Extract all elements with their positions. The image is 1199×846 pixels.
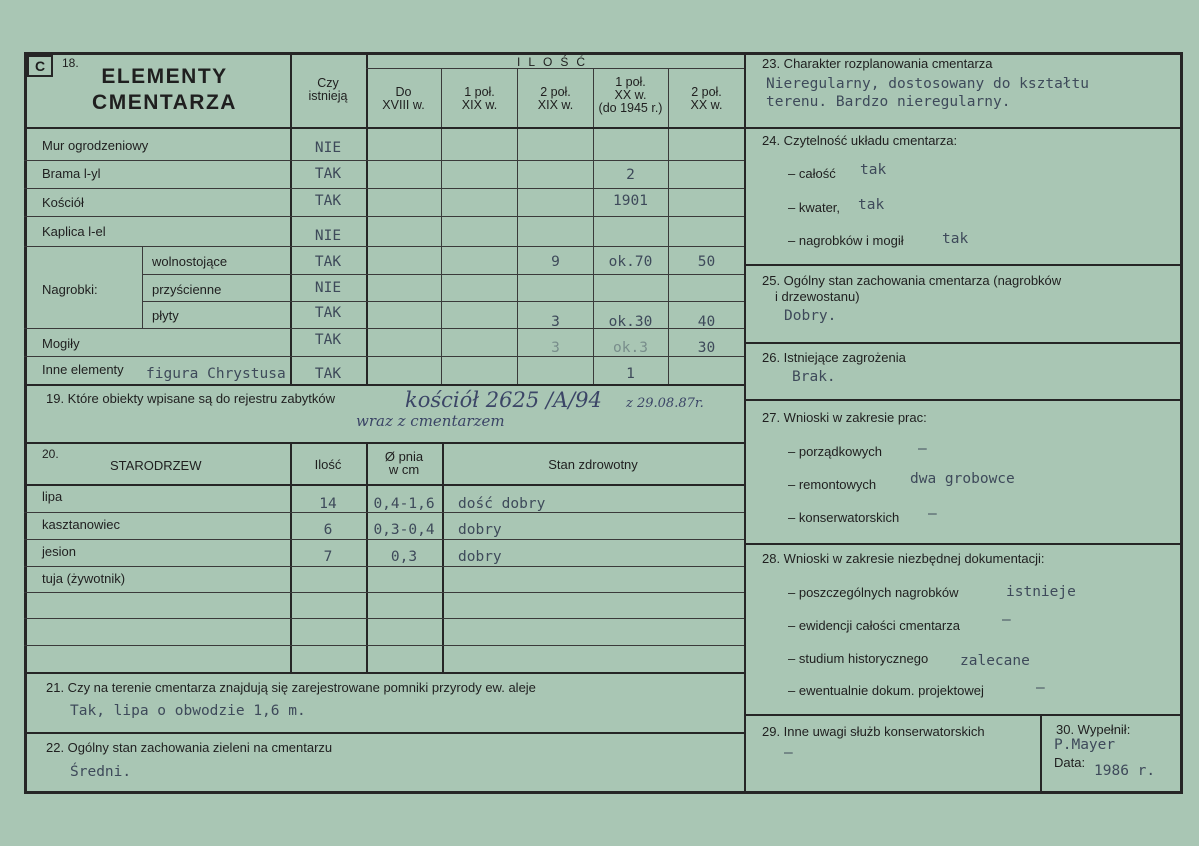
s19-handwriting-main: kościół 2625 /A/94	[405, 388, 602, 412]
s27-item-2: – konserwatorskich	[788, 510, 900, 525]
qty-wolno-2pol-xx: 50	[697, 254, 716, 270]
section-30-filled-by: P.Mayer	[1054, 737, 1116, 753]
col-2pol-xix: 2 poł. XIX w.	[537, 85, 574, 112]
section-21-label: 21. Czy na terenie cmentarza znajdują się zarejestrowane pomniki przyrody ew. aleje	[46, 680, 536, 695]
section-19-label: 19. Które obiekty wpisane są do rejestru zabytków	[46, 391, 336, 406]
s27-item-1: – remontowych	[788, 477, 877, 492]
qty-plyty-2pol-xix: 3	[551, 314, 560, 330]
title-line-1: ELEMENTY	[101, 65, 228, 88]
s24-value-2: tak	[942, 231, 969, 247]
section-23-answer-1: Nieregularny, dostosowany do kształtu	[766, 76, 1090, 92]
section-29-answer: –	[784, 745, 793, 761]
s28-item-2: – studium historycznego	[788, 651, 929, 666]
tree-label-1: kasztanowiec	[42, 517, 121, 532]
row-label-wolnostojace: wolnostojące	[152, 254, 228, 269]
s24-value-0: tak	[860, 162, 887, 178]
tree-diam-2: 0,3	[390, 549, 418, 565]
tree-diam-1: 0,3-0,4	[373, 522, 435, 538]
s27-value-0: –	[918, 441, 927, 457]
col-2pol-xx: 2 poł. XX w.	[690, 85, 723, 112]
row-label-mogily: Mogiły	[42, 336, 80, 351]
tree-label-2: jesion	[42, 544, 76, 559]
col-do-xviii: Do XVIII w.	[382, 85, 425, 112]
exists-przyscienne: NIE	[314, 280, 342, 296]
row-label-kosciol: Kościół	[42, 195, 84, 210]
section-23-answer-2: terenu. Bardzo nieregularny.	[766, 94, 1011, 110]
row-label-nagrobki: Nagrobki:	[42, 282, 98, 297]
section-number-18: 18.	[62, 56, 79, 70]
exists-mur: NIE	[314, 140, 342, 156]
tree-health-0: dość dobry	[458, 496, 546, 512]
s24-item-1: – kwater,	[788, 200, 841, 215]
row-label-kaplica: Kaplica l-el	[42, 224, 106, 239]
s28-item-1: – ewidencji całości cmentarza	[788, 618, 960, 633]
section-20-number: 20.	[42, 447, 59, 461]
s24-item-0: – całość	[788, 166, 836, 181]
exists-wolnostojace: TAK	[314, 254, 342, 270]
qty-plyty-2pol-xx: 40	[697, 314, 716, 330]
row-label-mur: Mur ogrodzeniowy	[42, 138, 149, 153]
s28-item-0: – poszczególnych nagrobków	[788, 585, 959, 600]
inne-elementy-value: figura Chrystusa	[146, 366, 286, 382]
row-label-inne: Inne elementy	[42, 362, 124, 377]
col-1pol-xx: 1 poł. XX w. (do 1945 r.)	[598, 75, 663, 115]
s24-value-1: tak	[858, 197, 885, 213]
s28-item-3: – ewentualnie dokum. projektowej	[788, 683, 984, 698]
qty-mogily-2pol-xix: 3	[551, 340, 560, 356]
col-ilosc: Ilość	[314, 457, 342, 472]
section-23-label: 23. Charakter rozplanowania cmentarza	[762, 56, 993, 71]
s19-handwriting-date: z 29.08.87r.	[626, 396, 704, 411]
section-25-label-1: 25. Ogólny stan zachowania cmentarza (nagrobków	[762, 273, 1062, 288]
row-label-brama: Brama l-yl	[42, 166, 101, 181]
elements-title	[62, 64, 267, 116]
qty-wolno-2pol-xix: 9	[551, 254, 560, 270]
qty-plyty-1pol-xx: ok.30	[608, 314, 653, 330]
section-22-label: 22. Ogólny stan zachowania zieleni na cmentarzu	[46, 740, 333, 755]
s28-value-3: –	[1036, 680, 1045, 696]
main-divider	[744, 52, 746, 794]
s28-value-0: istnieje	[1006, 584, 1076, 600]
tree-count-2: 7	[323, 549, 333, 565]
section-21-answer: Tak, lipa o obwodzie 1,6 m.	[70, 703, 306, 719]
exists-kaplica: NIE	[314, 228, 342, 244]
section-24-label: 24. Czytelność układu cmentarza:	[762, 133, 958, 148]
s19-handwriting-sub: wraz z cmentarzem	[356, 412, 505, 430]
qty-brama-1pol-xx: 2	[626, 167, 635, 183]
section-letter: C	[27, 55, 53, 77]
tree-health-1: dobry	[458, 522, 502, 538]
tree-count-0: 14	[319, 496, 337, 512]
exists-inne: TAK	[314, 366, 342, 382]
tree-label-3: tuja (żywotnik)	[42, 571, 126, 586]
qty-mogily-1pol-xx: ok.3	[613, 340, 648, 356]
tree-diam-0: 0,4-1,6	[373, 496, 435, 512]
col-stan-zdrowotny: Stan zdrowotny	[548, 457, 638, 472]
col-1pol-xix: 1 poł. XIX w.	[461, 85, 498, 112]
section-25-label-2: i drzewostanu)	[775, 289, 860, 304]
qty-mogily-2pol-xx: 30	[697, 340, 716, 356]
tree-label-0: lipa	[42, 489, 63, 504]
s27-value-2: –	[928, 506, 937, 522]
qty-inne-1pol-xx: 1	[626, 366, 635, 382]
title-line-2: CMENTARZA	[92, 91, 237, 114]
s24-item-2: – nagrobków i mogił	[788, 233, 904, 248]
tree-count-1: 6	[323, 522, 333, 538]
section-26-label: 26. Istniejące zagrożenia	[762, 350, 906, 365]
s27-value-1: dwa grobowce	[910, 471, 1015, 487]
exists-brama: TAK	[314, 166, 342, 182]
section-30-label: 30. Wypełnił:	[1056, 722, 1131, 737]
col-czy-istnieja: Czy istnieją	[308, 76, 348, 103]
exists-kosciol: TAK	[314, 193, 342, 209]
s28-value-2: zalecane	[960, 653, 1030, 669]
section-22-answer: Średni.	[70, 764, 132, 780]
tree-health-2: dobry	[458, 549, 502, 565]
section-26-answer: Brak.	[792, 369, 836, 385]
row-label-przyscienne: przyścienne	[152, 282, 222, 297]
section-25-answer: Dobry.	[784, 308, 837, 324]
section-29-label: 29. Inne uwagi służb konserwatorskich	[762, 724, 985, 739]
section-27-label: 27. Wnioski w zakresie prac:	[762, 410, 927, 425]
section-30-date-value: 1986 r.	[1094, 763, 1156, 779]
section-28-label: 28. Wnioski w zakresie niezbędnej dokumentacji:	[762, 551, 1045, 566]
qty-kosciol-1pol-xx: 1901	[613, 193, 648, 209]
exists-plyty: TAK	[314, 305, 342, 321]
exists-mogily: TAK	[314, 332, 342, 348]
col-fi-pnia: Ø pnia w cm	[384, 449, 424, 477]
row-label-plyty: płyty	[152, 308, 179, 323]
col-starodrzew: STARODRZEW	[110, 458, 202, 473]
s28-value-1: –	[1002, 612, 1011, 628]
qty-wolno-1pol-xx: ok.70	[608, 254, 653, 270]
s27-item-0: – porządkowych	[788, 444, 882, 459]
ilosc-header: ILOŚĆ	[516, 55, 593, 69]
section-30-date-label: Data:	[1054, 755, 1086, 770]
